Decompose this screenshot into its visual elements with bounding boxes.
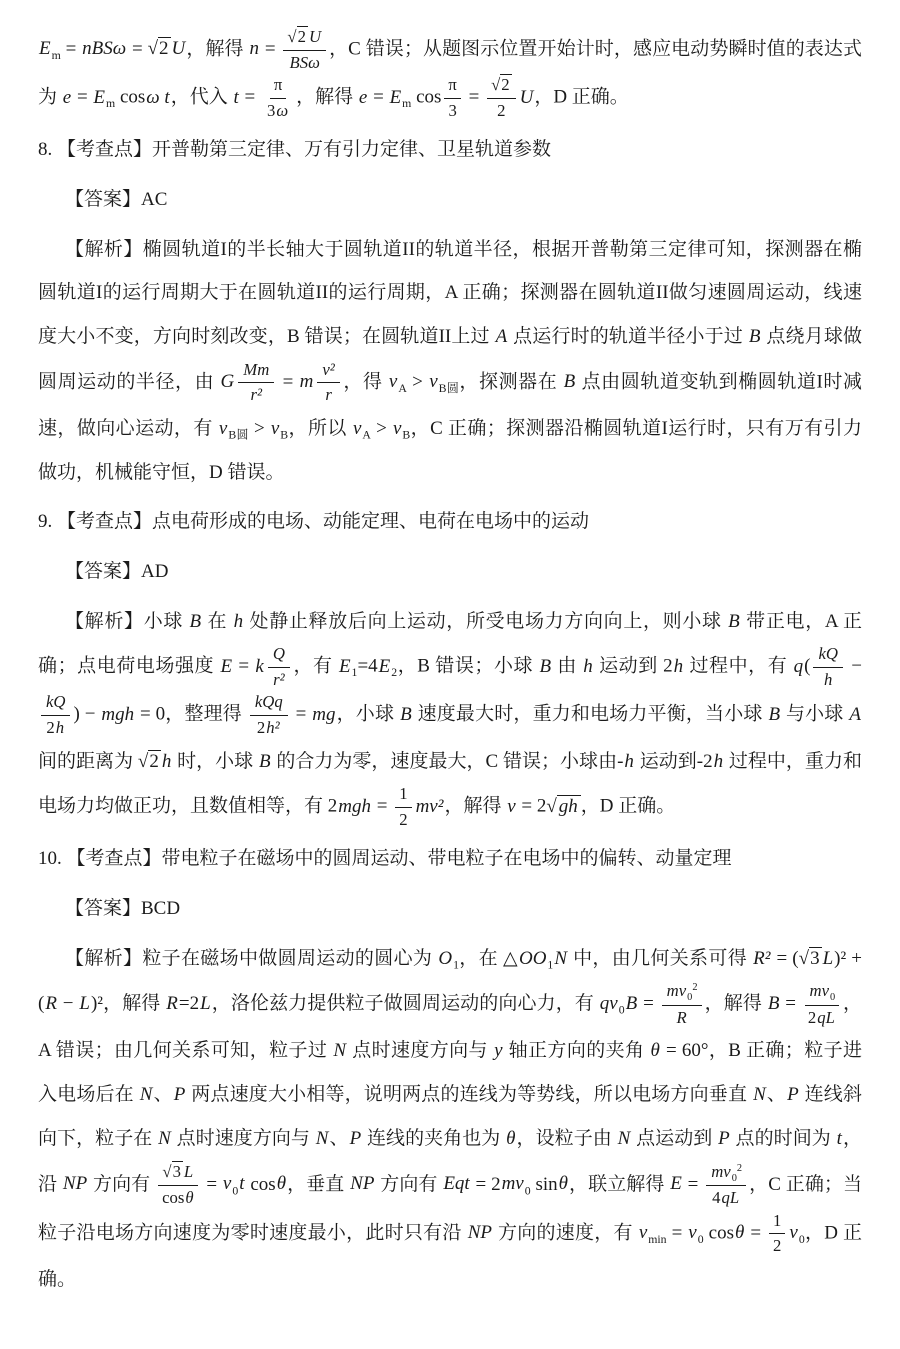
- q8-examined-points: 8. 【考查点】开普勒第三定律、万有引力定律、卫星轨道参数: [38, 139, 552, 161]
- math-variable: NP: [62, 1173, 88, 1195]
- math-variable: A: [495, 326, 508, 347]
- math-variable: h: [673, 655, 684, 677]
- math-subscript: m: [402, 97, 412, 111]
- math-subscript: 0: [618, 1003, 625, 1017]
- math-variable: N: [315, 1127, 329, 1149]
- math-sqrt: √ 2: [138, 740, 161, 784]
- math-sqrt: √ 3: [799, 937, 822, 981]
- math-fraction: $\frac{mv_0}{2qL}$: [804, 980, 840, 1029]
- math-fraction: [238, 359, 274, 407]
- math-variable: L: [200, 993, 211, 1015]
- math-fraction: [662, 980, 702, 1029]
- math-subscript: 0: [232, 1184, 239, 1198]
- math-variable: B: [563, 371, 576, 393]
- math-fraction: [283, 26, 326, 74]
- math-fraction: $\frac{\pi}{3\omega}$: [266, 75, 289, 120]
- math-fraction: $\frac{mv_0^2}{4qL}$: [706, 1161, 746, 1210]
- math-subscript: 1: [453, 958, 459, 972]
- math-fraction: $\frac{\text{kQq}}{\text{2h²}}$: [250, 691, 288, 739]
- math-variable: kQq: [254, 692, 283, 712]
- math-variable: N: [139, 1084, 153, 1106]
- math-subscript: 1: [547, 958, 554, 972]
- math-variable: r: [325, 385, 332, 405]
- math-variable: N: [753, 1084, 766, 1106]
- math-variable: NP: [467, 1221, 492, 1243]
- math-variable: P: [787, 1084, 799, 1106]
- math-variable: v: [270, 417, 280, 439]
- math-variable: v: [638, 1221, 648, 1243]
- math-variable: q: [793, 655, 804, 677]
- math-variable: E: [338, 655, 351, 677]
- math-variable: t: [233, 86, 239, 108]
- q8-analysis: 【解析】椭圆轨道I的半长轴大于圆轨道II的轨道半径，根据开普勒第三定律可知，探测器在椭圆轨道I的运行周期大于在圆轨道II的运行周期，A 正确；探测器在圆轨道II做匀速圆周运动，线速度大小不变，方向时刻改变，B 错误；在圆轨道II上过 A 点运行时的轨道半径小于过 B 点绕月球做圆周运动的半径，由 G $\frac{Mm}{\text{r²}}$ = m $\frac{\text{v²}}{r}$ ，得 $v_A > v_{B圆}$，探测器在 B 点由圆轨道变轨到椭圆轨道I时减速，做向心运动，有 $v_{B圆} > v_B$，所以 $v_A > v_B$，C 正确；探测器沿椭圆轨道I运行时，只有万有引力做功，机械能守恒，D 错误。: [38, 238, 862, 483]
- math-variable: r²: [250, 385, 263, 405]
- math-variable: G: [220, 371, 235, 393]
- math-variable: B: [767, 993, 780, 1015]
- math-variable: E: [39, 38, 51, 60]
- math-variable: Q: [272, 644, 285, 664]
- math-variable: v²: [322, 359, 335, 379]
- math-variable: n: [249, 38, 259, 60]
- math-subscript: 0: [697, 1232, 704, 1246]
- math-variable: B: [728, 610, 740, 632]
- math-variable: mv²: [415, 795, 444, 817]
- math-fraction: √ $\frac{2}{2}$: [487, 74, 516, 122]
- math-variable: L: [822, 947, 834, 969]
- math-variable: O: [438, 947, 453, 969]
- math-variable: P: [718, 1127, 730, 1149]
- math-superscript: 2: [692, 982, 698, 994]
- q10-examined-points: 10. 【考查点】带电粒子在磁场中的圆周运动、带电粒子在电场中的偏转、动量定理: [38, 848, 732, 870]
- math-variable: h: [55, 717, 65, 737]
- math-variable: r²: [273, 669, 285, 689]
- math-variable: L: [79, 993, 90, 1015]
- math-variable: h: [233, 610, 244, 632]
- math-subscript: B: [280, 428, 289, 442]
- math-variable: v: [789, 1221, 798, 1243]
- math-variable: B: [258, 750, 271, 772]
- math-variable: B: [768, 703, 781, 725]
- math-variable: N: [554, 947, 567, 969]
- math-variable: kQ: [46, 692, 66, 712]
- q9-examined-points: 9. 【考查点】点电荷形成的电场、动能定理、电荷在电场中的运动: [38, 511, 590, 533]
- math-variable: R: [676, 1007, 687, 1027]
- math-variable: OO: [518, 947, 547, 969]
- math-variable: nBSω: [82, 38, 127, 60]
- math-variable: P: [173, 1084, 186, 1106]
- math-sqrt: √ 2: [491, 74, 512, 97]
- math-fraction: [813, 643, 842, 691]
- math-variable: Eqt: [443, 1173, 470, 1195]
- math-subscript: 0: [687, 992, 693, 1004]
- math-variable: y: [494, 1040, 503, 1062]
- math-variable: θ: [276, 1173, 287, 1195]
- math-variable: v: [218, 417, 228, 439]
- math-variable: B: [539, 655, 552, 677]
- math-variable: ω t: [146, 86, 170, 108]
- math-variable: v: [429, 371, 438, 393]
- math-variable: θ: [558, 1173, 568, 1195]
- q7-solution-continued: $E_m = nBS\omega$ = √ 2 U，解得 n = √ $\frac{2 U}{\text{BSω}}$ ，C 错误；从题图示位置开始计时，感应电动势瞬时值的表达式为 $e = E_m$ cosω t，代入 t = $\frac{\pi}{3\omega}$ ，解得 $e = E_m$ cos $\frac{\pi}{3}$ = √ $\frac{2}{2}$ U，D 正确。: [38, 26, 862, 122]
- math-variable: N: [617, 1127, 631, 1149]
- math-variable: R: [166, 993, 178, 1015]
- math-variable: θ: [650, 1040, 660, 1062]
- math-variable: E: [93, 86, 106, 108]
- math-variable: h: [713, 750, 724, 772]
- math-subscript: B: [402, 428, 411, 442]
- math-variable: e: [62, 86, 72, 108]
- math-subscript: A: [398, 381, 407, 395]
- math-variable: BSω: [289, 52, 320, 72]
- math-fraction: [268, 643, 290, 691]
- math-variable: N: [333, 1040, 347, 1062]
- q10-answer: 【答案】BCD: [65, 898, 181, 919]
- math-subscript: B圆: [438, 381, 460, 395]
- math-variable: v: [352, 417, 362, 439]
- math-sqrt: √ 2: [287, 26, 308, 49]
- math-subscript: min: [648, 1232, 667, 1246]
- math-variable: v: [222, 1173, 232, 1195]
- math-variable: Mm: [243, 359, 270, 379]
- math-subscript: 0: [830, 992, 836, 1004]
- math-variable: v: [688, 1221, 697, 1243]
- math-variable: R²: [753, 947, 771, 969]
- math-variable: qL: [721, 1188, 740, 1207]
- math-superscript: 2: [736, 1162, 743, 1174]
- math-variable: e: [358, 86, 368, 108]
- math-variable: h²: [266, 717, 280, 737]
- math-variable: h: [583, 655, 593, 677]
- math-variable: N: [158, 1127, 171, 1149]
- math-subscript: 0: [524, 1184, 531, 1198]
- math-subscript: m: [51, 49, 61, 63]
- math-variable: L: [183, 1161, 194, 1181]
- math-variable: E: [220, 655, 233, 677]
- math-variable: h: [624, 750, 634, 772]
- math-variable: qv: [599, 993, 618, 1015]
- math-variable: mv: [666, 981, 687, 1001]
- math-subscript: 2: [391, 666, 398, 680]
- math-variable: θ: [734, 1221, 745, 1243]
- math-fraction: √ $\frac{3 L}{\cos\theta}$: [158, 1161, 198, 1209]
- math-fraction: $\frac{1}{2}$: [395, 783, 411, 831]
- math-sqrt: [546, 785, 580, 829]
- math-fraction: $\frac{kQ}{2h}$: [41, 691, 70, 739]
- math-variable: qL: [817, 1007, 835, 1027]
- math-variable: mgh: [101, 703, 135, 725]
- math-variable: NP: [350, 1173, 375, 1195]
- math-variable: gh: [558, 795, 578, 817]
- document-body: [38, 26, 862, 1301]
- math-sqrt: √ 2: [148, 27, 171, 71]
- math-variable: m: [299, 371, 314, 393]
- math-variable: t: [239, 1173, 245, 1195]
- math-variable: A: [849, 703, 861, 725]
- math-variable: h: [824, 669, 833, 689]
- q8-answer: 【答案】AC: [65, 188, 168, 210]
- math-variable: E: [670, 1173, 682, 1195]
- math-variable: v: [507, 795, 516, 817]
- q10-analysis: 【解析】粒子在磁场中做圆周运动的圆心为 $O_1$，在 $\triangle OO_1N$ 中，由几何关系可得 R² = ( √ 3 L)² + (R − L)²，解得 R=2L，洛伦兹力提供粒子做圆周运动的向心力，有 $qv_0B$ = $\frac{mv_0^2}{R}$ ，解得 B = $\frac{mv_0}{2qL}$ ，A 错误；由几何关系可知，粒子过 N 点时速度方向与 y 轴正方向的夹角 θ = 60°，B 正确；粒子进入电场后在 N、P 两点速度大小相等，说明两点的连线为等势线，所以电场方向垂直 N、P 连线斜向下，粒子在 N 点时速度方向与 N、P 连线的夹角也为 θ，设粒子由 N 点运动到 P 点的时间为 t，沿 NP 方向有 √ $\frac{3 L}{\cos\theta}$ = $v_0t$ cosθ，垂直 NP 方向有 Eqt = $2mv_0$ sinθ，联立解得 E = $\frac{mv_0^2}{4qL}$ ，C 正确；当粒子沿电场方向速度为零时速度最小，此时只有沿 NP 方向的速度，有 $v_{min} = v_0$ cosθ = $\frac{1}{2}$ $v_0$，D 正确。: [38, 937, 862, 1302]
- math-sqrt: √ 3: [162, 1161, 183, 1184]
- math-variable: U: [171, 38, 186, 60]
- math-subscript: 0: [731, 1172, 737, 1184]
- math-variable: mg: [312, 703, 336, 725]
- math-variable: U: [308, 27, 321, 46]
- math-variable: kQ: [818, 644, 838, 664]
- math-variable: t: [836, 1127, 842, 1149]
- math-variable: U: [519, 86, 534, 108]
- math-subscript: A: [362, 428, 371, 442]
- math-variable: h: [161, 750, 172, 772]
- math-variable: E: [378, 655, 391, 677]
- math-fraction: $\frac{1}{2}$: [769, 1210, 785, 1258]
- math-variable: B: [400, 703, 412, 725]
- math-fraction: [317, 359, 339, 407]
- math-variable: P: [349, 1127, 362, 1149]
- math-variable: R: [45, 993, 57, 1015]
- math-variable: ω: [276, 100, 289, 120]
- math-variable: mv: [501, 1173, 524, 1195]
- math-variable: mv: [711, 1161, 731, 1181]
- math-variable: v: [392, 417, 402, 439]
- math-subscript: m: [106, 97, 116, 111]
- math-variable: θ: [506, 1127, 516, 1149]
- math-fraction: $\frac{\pi}{3}$: [444, 74, 460, 122]
- math-variable: B: [625, 993, 638, 1015]
- math-subscript: 1: [351, 666, 358, 680]
- q9-answer: 【答案】AD: [65, 560, 169, 582]
- math-subscript: B圆: [228, 428, 249, 442]
- math-variable: B: [189, 610, 202, 632]
- q9-analysis: 【解析】小球 B 在 h 处静止释放后向上运动，所受电场力方向向上，则小球 B 带正电，A 正确；点电荷电场强度 E = k $\frac{Q}{\text{r²}}$ ，有 $E_1=4E_2$，B 错误；小球 B 由 h 运动到 2h 过程中，有 q( $\frac{kQ}{h}$ − $\frac{kQ}{2h}$ ) − mgh = 0，整理得 $\frac{\text{kQq}}{\text{2h²}}$ = mg，小球 B 速度最大时，重力和电场力平衡，当小球 B 与小球 A 间的距离为 √ 2 h 时，小球 B 的合力为零，速度最大，C 错误；小球由-h 运动到-2h 过程中，重力和电场力均做正功，且数值相等，有 2mgh = $\frac{1}{2}$ mv²，解得 v = 2 √ gh ，D 正确。: [38, 600, 862, 832]
- math-subscript: 0: [798, 1232, 805, 1246]
- math-variable: mv: [809, 981, 830, 1001]
- math-variable: B: [748, 326, 761, 347]
- math-variable: v: [388, 371, 398, 393]
- math-variable: mgh: [338, 795, 371, 817]
- math-variable: θ: [185, 1187, 194, 1207]
- math-variable: k: [255, 655, 264, 677]
- math-variable: E: [389, 86, 402, 108]
